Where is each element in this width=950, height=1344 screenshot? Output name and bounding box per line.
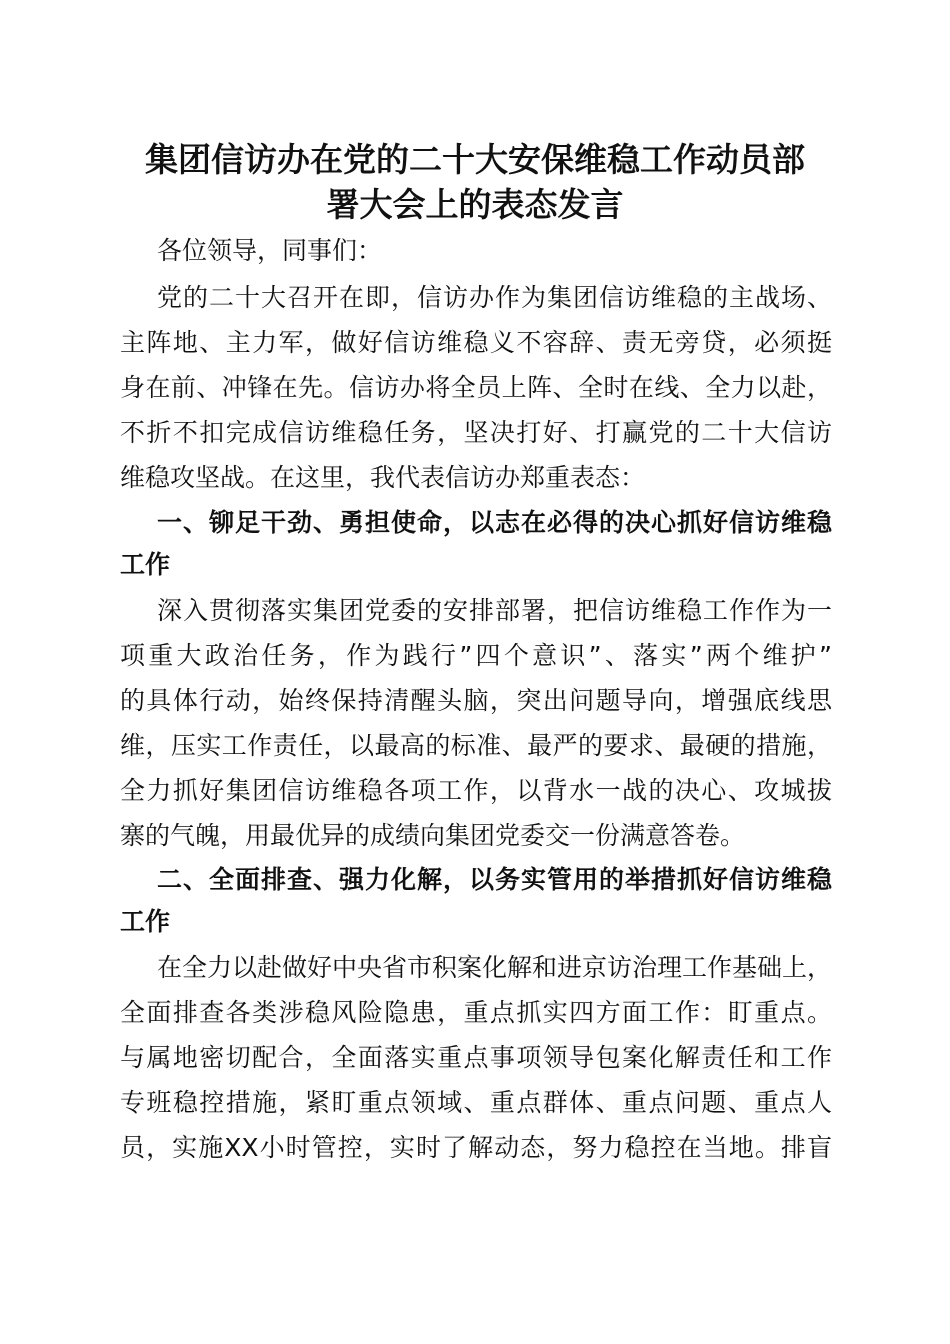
text-line: 维稳攻坚战。在这里，我代表信访办郑重表态：	[120, 463, 646, 492]
text-line: 维，压实工作责任，以最高的标准、最严的要求、最硬的措施，	[120, 731, 832, 760]
text-line: 项重大政治任务，作为践行”四个意识”、落实”两个维护”	[120, 641, 832, 670]
greeting: 各位领导，同事们：	[157, 236, 383, 265]
text-line: 寨的气魄，用最优异的成绩向集团党委交一份满意答卷。	[120, 821, 746, 850]
document-title-line-1: 集团信访办在党的二十大安保维稳工作动员部	[145, 140, 805, 179]
text-line: 员，实施XX小时管控，实时了解动态，努力稳控在当地。排盲	[120, 1133, 832, 1162]
text-line: 不折不扣完成信访维稳任务，坚决打好、打赢党的二十大信访	[120, 418, 832, 447]
text-line: 深入贯彻落实集团党委的安排部署，把信访维稳工作作为一	[157, 596, 832, 625]
text-line: 在全力以赴做好中央省市积案化解和进京访治理工作基础上，	[157, 953, 833, 982]
section-heading: 一、铆足干劲、勇担使命，以志在必得的决心抓好信访维稳	[157, 508, 832, 537]
section-heading: 工作	[120, 550, 171, 579]
text-line: 专班稳控措施，紧盯重点领域、重点群体、重点问题、重点人	[120, 1088, 832, 1117]
text-line: 主阵地、主力军，做好信访维稳义不容辞、责无旁贷，必须挺	[120, 328, 832, 357]
text-line: 身在前、冲锋在先。信访办将全员上阵、全时在线、全力以赴，	[120, 373, 832, 402]
text-line: 党的二十大召开在即，信访办作为集团信访维稳的主战场、	[157, 283, 832, 312]
text-line: 与属地密切配合，全面落实重点事项领导包案化解责任和工作	[120, 1043, 832, 1072]
document-title-line-2: 署大会上的表态发言	[326, 185, 624, 224]
text-line: 全面排查各类涉稳风险隐患，重点抓实四方面工作：盯重点。	[120, 998, 832, 1027]
section-heading: 工作	[120, 907, 171, 936]
section-heading: 二、全面排查、强力化解，以务实管用的举措抓好信访维稳	[157, 865, 832, 894]
text-line: 的具体行动，始终保持清醒头脑，突出问题导向，增强底线思	[120, 686, 832, 715]
text-line: 全力抓好集团信访维稳各项工作，以背水一战的决心、攻城拔	[120, 776, 832, 805]
